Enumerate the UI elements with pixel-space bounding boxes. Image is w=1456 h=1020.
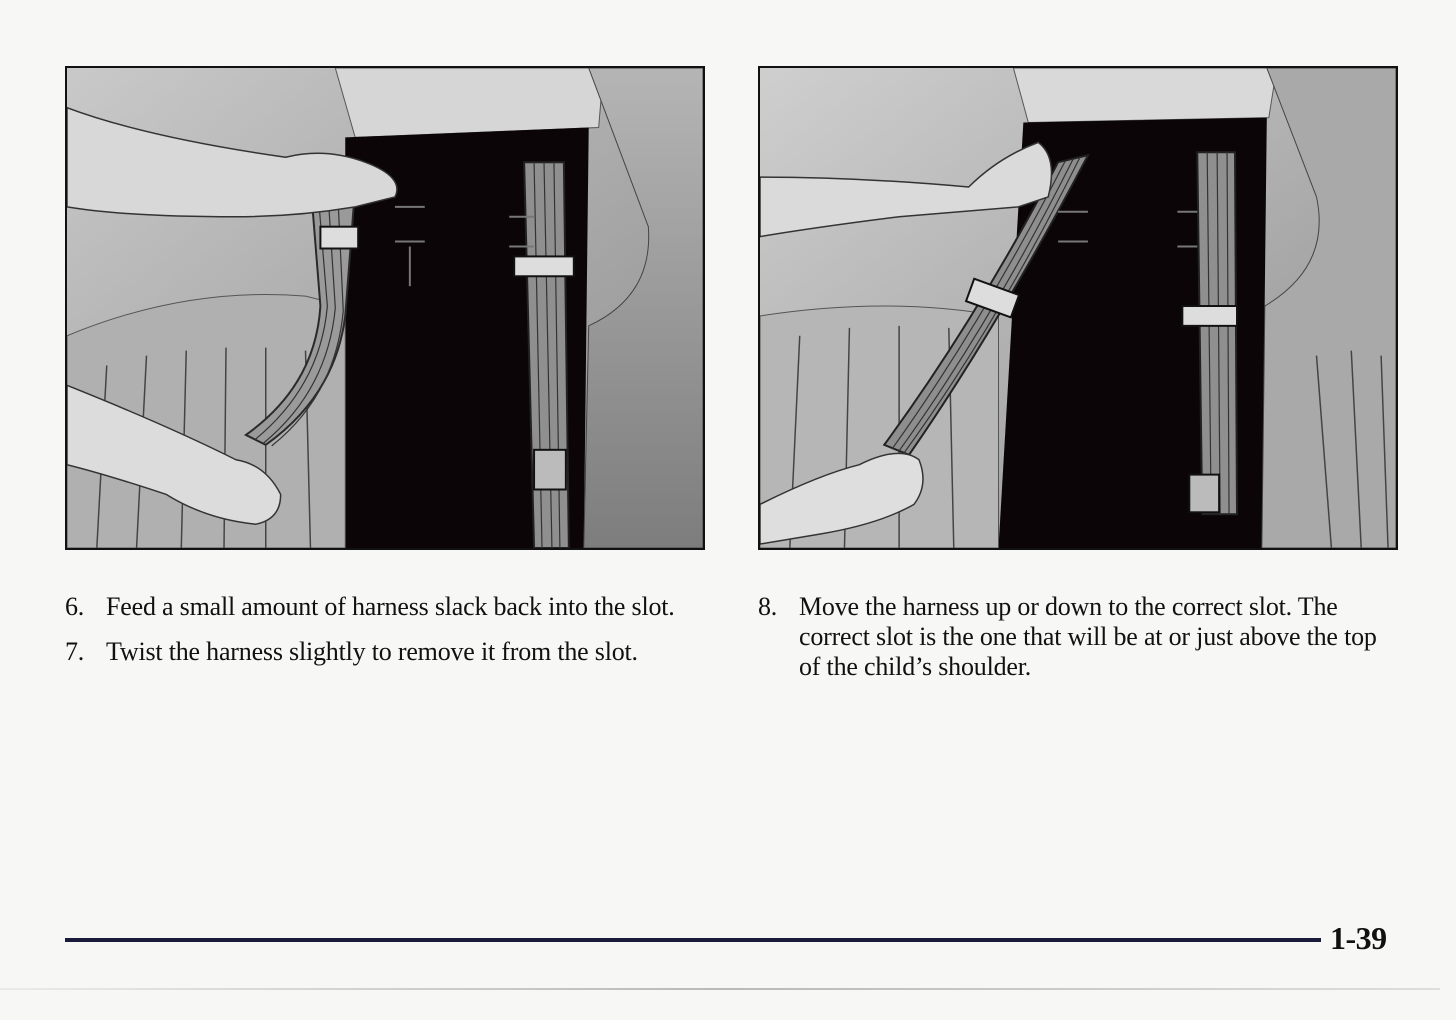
- step-7: [65, 637, 705, 667]
- step-number: 6.: [65, 592, 85, 621]
- step-number: 8.: [758, 592, 778, 621]
- step-number: 7.: [65, 637, 85, 666]
- harness-adjust-illustration: [758, 66, 1398, 550]
- illustration-right-svg: [760, 68, 1396, 548]
- footer-rule: [65, 938, 1321, 942]
- steps-list-right: [758, 592, 1398, 697]
- illustration-left-svg: [67, 68, 703, 548]
- steps-list-left: [65, 592, 705, 682]
- step-8: [758, 592, 1398, 682]
- step-text: Twist the harness slightly to remove it from the slot.: [106, 637, 638, 666]
- step-text: Feed a small amount of harness slack back into the slot.: [106, 592, 675, 621]
- harness-removal-illustration: [65, 66, 705, 550]
- step-text: Move the harness up or down to the correct slot. The correct slot is the one that will be at or just above the top of the child’s shoulder.: [799, 592, 1377, 681]
- step-6: [65, 592, 705, 622]
- scan-edge-line: [0, 988, 1440, 990]
- page-number: 1-39: [1330, 920, 1387, 956]
